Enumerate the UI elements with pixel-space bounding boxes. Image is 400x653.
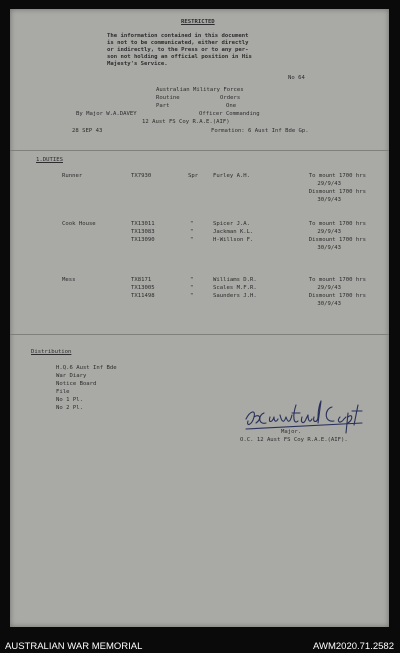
duty-note: To mount 1700 hrs (308, 221, 366, 227)
distribution-item: H.Q.6 Aust Inf Bde (56, 365, 117, 371)
org-line: Routine (156, 95, 180, 101)
org-line: Australian Military Forces (156, 87, 244, 93)
rank: " (190, 221, 194, 227)
duty-note: Dismount 1700 hrs (308, 237, 366, 243)
caveat-line: is not to be communicated, either directly (107, 40, 249, 46)
rank: " (190, 229, 194, 235)
duty-role: Cook House (62, 221, 96, 227)
rank: " (190, 293, 194, 299)
rank: Spr (188, 173, 199, 179)
rank: " (190, 277, 194, 283)
service-number: TX13011 (131, 221, 155, 227)
archive-footer (0, 636, 400, 653)
service-number: TX7930 (131, 173, 152, 179)
distribution-item: War Diary (56, 373, 87, 379)
soldier-name: Spicer J.A. (213, 221, 251, 227)
document-page (10, 9, 389, 627)
duty-note: 29/9/43 (317, 181, 341, 187)
signatory-position: O.C. 12 Aust FS Coy R.A.E.(AIF). (240, 437, 348, 443)
duty-note: Dismount 1700 hrs (308, 189, 366, 195)
soldier-name: Jackman K.L. (213, 229, 254, 235)
caveat-line: Majesty's Service. (107, 61, 168, 67)
duties-heading: 1.DUTIES (36, 157, 63, 163)
caveat-line: The information contained in this document (107, 33, 249, 39)
fold-line (10, 150, 389, 151)
footer-accession-number: AWM2020.71.2582 (313, 641, 394, 652)
order-date: 28 SEP 43 (72, 128, 103, 134)
signatory-rank: Major. (281, 429, 302, 435)
duty-note: To mount 1700 hrs (308, 277, 366, 283)
distribution-item: Notice Board (56, 381, 97, 387)
org-line: One (226, 103, 237, 109)
distribution-heading: Distribution (31, 349, 72, 355)
classification-heading: RESTRICTED (181, 19, 215, 25)
duty-role: Runner (62, 173, 83, 179)
duty-note: 30/9/43 (317, 245, 341, 251)
duty-note: Dismount 1700 hrs (308, 293, 366, 299)
duty-role: Mess (62, 277, 76, 283)
caveat-line: or indirectly, to the Press or to any per- (107, 47, 249, 53)
unit-name: 12 Aust FS Coy R.A.E.(AIF) (142, 119, 230, 125)
soldier-name: Scales M.F.R. (213, 285, 257, 291)
duty-note: 30/9/43 (317, 197, 341, 203)
caveat-line: son not holding an official position in His (107, 54, 252, 60)
duty-note: 29/9/43 (317, 229, 341, 235)
formation: Formation: 6 Aust Inf Bde Gp. (211, 128, 309, 134)
distribution-item: File (56, 389, 70, 395)
order-number: No 64 (288, 75, 305, 81)
service-number: TX8171 (131, 277, 152, 283)
rank: " (190, 237, 194, 243)
service-number: TX13083 (131, 229, 155, 235)
soldier-name: Williams D.R. (213, 277, 257, 283)
officer-title: Officer Commanding (199, 111, 260, 117)
distribution-item: No 1 Pl. (56, 397, 83, 403)
distribution-item: No 2 Pl. (56, 405, 83, 411)
service-number: TX13005 (131, 285, 155, 291)
soldier-name: H-Willson F. (213, 237, 254, 243)
duty-note: To mount 1700 hrs (308, 173, 366, 179)
duty-note: 30/9/43 (317, 301, 341, 307)
service-number: TX13090 (131, 237, 155, 243)
soldier-name: Saunders J.H. (213, 293, 257, 299)
org-line: Orders (220, 95, 241, 101)
fold-line (10, 334, 389, 335)
duty-note: 29/9/43 (317, 285, 341, 291)
issued-by: By Major W.A.DAVEY (76, 111, 137, 117)
footer-institution: AUSTRALIAN WAR MEMORIAL (5, 641, 143, 652)
org-line: Part (156, 103, 170, 109)
service-number: TX11498 (131, 293, 155, 299)
rank: " (190, 285, 194, 291)
soldier-name: Furley A.H. (213, 173, 251, 179)
